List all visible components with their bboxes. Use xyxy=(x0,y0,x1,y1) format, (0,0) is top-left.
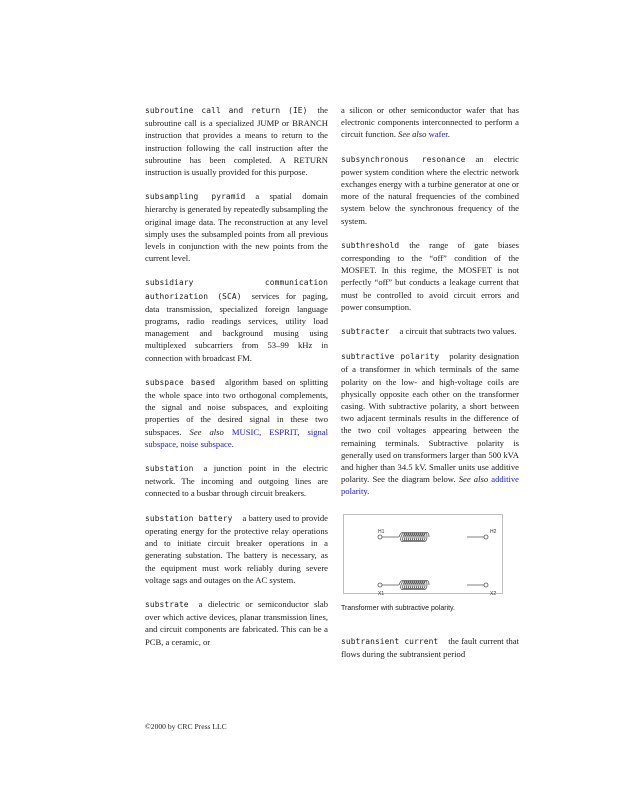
entry-subroutine-call xyxy=(145,104,328,178)
copyright-footer: ©2000 by CRC Press LLC xyxy=(145,722,227,731)
transformer-figure xyxy=(341,514,519,615)
entry-term: subtractive polarity xyxy=(341,352,440,362)
entry-body: a circuit that subtracts two values. xyxy=(399,326,517,337)
link-esprit[interactable]: ESPRIT xyxy=(269,426,298,437)
entry-term: subthreshold xyxy=(341,240,400,250)
see-also-label: See also xyxy=(458,474,489,485)
label-h1: H1 xyxy=(378,528,385,535)
entry-term: subtransient current xyxy=(341,636,439,646)
entry-substation-battery xyxy=(145,512,328,586)
entry-sca xyxy=(145,276,328,363)
entry-subtractive-polarity: subtractive polarity polarity designation of a transformer in which terminals of the same polarity on the low- and high-voltage coils are physically opposite each other on the transformer casing. With subtractive polarity, a short between two adjacent terminals results in the difference of the two coil voltages appearing between the remaining terminals. Subtractive polarity is generally used on transformers larger than 500 kVA and higher than 34.5 kV. Smaller units use additive polarity. See the diagram below. See also additive polarity. xyxy=(341,351,520,497)
entry-term: subspace based xyxy=(145,377,216,387)
entry-body: a dielectric or semiconductor slab over which active devices, planar transmission lines, and circuit components are fabricated. This can be a PCB, a ceramic, or xyxy=(145,598,328,647)
link-noise-subspace[interactable]: noise subspace xyxy=(180,438,232,449)
entry-body: an electric power system condition where the electric network exchanges energy with a turbine generator at one or more of the natural frequencies of the combined system below the synchronous frequency of the system. xyxy=(341,153,519,226)
entry-term: subtracter xyxy=(341,327,390,337)
entry-term: subroutine call and return (IE) xyxy=(145,106,308,115)
label-x2: X2 xyxy=(490,590,497,597)
see-also-label: See also xyxy=(189,426,224,437)
link-wafer[interactable]: wafer xyxy=(428,129,448,140)
entry-substrate xyxy=(145,598,328,648)
entry-term: subsidiary communication authorization (SCA) xyxy=(145,278,328,301)
right-column xyxy=(341,104,519,672)
entry-term: subsampling pyramid xyxy=(145,192,246,202)
entry-body: the subroutine call is a specialized JUMP or BRANCH instruction that provides a means to return to the instruction following the call instruction after the subroutine has been completed. A RETURN instruction is usually provided for this purpose. xyxy=(145,105,328,178)
entry-term: substation xyxy=(145,464,194,474)
entry-body: the range of gate biases corresponding to the “off” condition of the MOSFET. In this regime, the MOSFET is not perfectly “off” but conducts a leakage current that must be controlled to avoid circuit errors and power consumption. xyxy=(341,239,519,312)
link-signal-subspace[interactable]: signal subspace xyxy=(145,426,329,449)
entry-substation xyxy=(145,462,328,500)
entry-body: algorithm based on splitting the whole space into two orthogonal complements, the signal and noise subspaces, and exploiting properties of the desired signal in these two subspaces. xyxy=(145,376,328,437)
entry-body: polarity designation of a transformer in which terminals of the same polarity on the low- and high-voltage coils are physically opposite each other on the transformer casing. With subtractive polarity, a short between two adjacent terminals results in the difference of the two coil voltages appearing between the remaining terminals. Subtractive polarity is generally used on transformers larger than 500 kVA and higher than 34.5 kV. Smaller units use additive polarity. See the diagram below. xyxy=(341,351,520,485)
entry-subtransient-current xyxy=(341,635,519,660)
entry-body: a junction point in the electric network. The incoming and outgoing lines are connected to a busbar through circuit breakers. xyxy=(145,463,328,499)
label-x1: X1 xyxy=(378,590,385,597)
entry-body: the fault current that flows during the subtransient period xyxy=(341,635,519,660)
entry-term: substrate xyxy=(145,599,189,609)
link-additive-polarity[interactable]: additive polarity xyxy=(341,474,519,497)
transformer-diagram xyxy=(343,514,503,597)
entry-subspace-based: subspace based algorithm based on splitting the whole space into two orthogonal complements, the signal and noise subspaces, and exploiting properties of the desired signal in these two subspaces. See also MUSIC, ESPRIT, signal subspace, noise subspace. xyxy=(145,376,329,449)
entry-substrate-continued: a silicon or other semiconductor wafer that has electronic components interconnected to perform a circuit function. See also wafer. xyxy=(341,105,519,140)
entry-term: subsynchronous resonance xyxy=(341,154,466,164)
entry-body: a spatial domain hierarchy is generated by repeatedly subsampling the original image data. The reconstruction at any level simply uses the subsampled points from all previous levels in conjunction with the new points from the current level. xyxy=(145,191,328,264)
entry-subsynchronous-resonance xyxy=(341,153,519,227)
figure-caption: Transformer with subtractive polarity. xyxy=(341,604,455,612)
entry-body: a battery used to provide operating energy for the protective relay operations and to initiate circuit breaker operations in a generating substation. The battery is necessary, as the equipment must work reliably during severe voltage sags and outages on the AC system. xyxy=(145,512,328,585)
entry-subsampling-pyramid xyxy=(145,190,328,264)
entry-term: substation battery xyxy=(145,513,233,523)
entry-subtracter xyxy=(341,325,519,338)
label-h2: H2 xyxy=(490,528,497,535)
left-column xyxy=(145,104,328,660)
entry-body: a silicon or other semiconductor wafer that has electronic components interconnected to perform a circuit function. xyxy=(341,105,519,140)
see-also-label: See also xyxy=(398,129,427,140)
transformer-coils-drawing xyxy=(344,515,502,593)
entry-subthreshold xyxy=(341,239,519,313)
link-music[interactable]: MUSIC xyxy=(231,426,260,437)
entry-body: services for paging, data transmission, specialized foreign language programs, radio readings services, utility load management and background musing using multiplexed subcarriers from 53–99 kHz in connection with broadcast FM. xyxy=(145,290,328,363)
